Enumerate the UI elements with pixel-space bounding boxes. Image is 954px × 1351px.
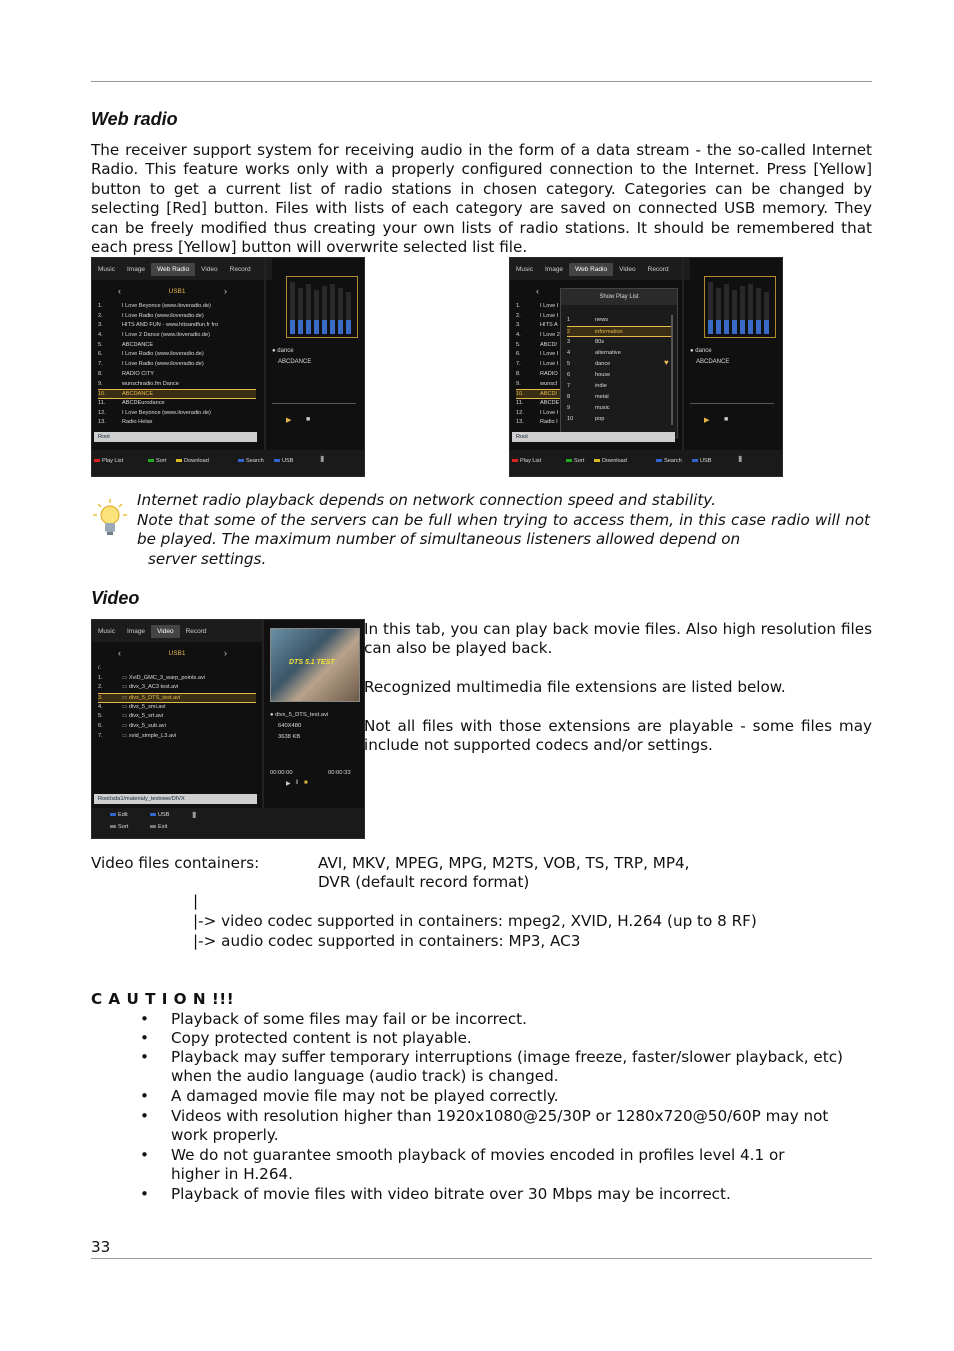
list-item-label: Radio Helax <box>122 419 153 426</box>
list-item-label: I Love I <box>540 312 559 319</box>
favorite-icon: ♥ <box>664 358 669 367</box>
list-item[interactable] <box>98 399 256 409</box>
popup-title: Show Play List <box>561 289 677 305</box>
file-icon: ▭ <box>122 674 129 681</box>
list-item-label: I Love I <box>540 361 559 368</box>
usb-key-label: USB <box>282 458 294 464</box>
category-number: 2 <box>567 329 571 335</box>
list-item[interactable] <box>98 312 256 322</box>
equalizer-bar <box>298 288 303 334</box>
list-item-number: 12. <box>98 409 106 416</box>
list-item-label: I Love 2 <box>540 332 560 339</box>
exit-key[interactable] <box>150 824 167 830</box>
file-icon: ▭ <box>122 703 129 710</box>
tab-image[interactable]: Image <box>126 265 146 273</box>
list-item[interactable] <box>98 674 256 684</box>
tab-video[interactable]: Video <box>201 265 218 273</box>
containers-line-2: DVR (default record format) <box>318 873 530 891</box>
tab-record[interactable]: Record <box>185 627 207 635</box>
menu-icon[interactable]: ▮ <box>192 810 197 819</box>
category-item[interactable] <box>567 370 671 381</box>
list-item-number: 3. <box>98 695 103 702</box>
equalizer-bar <box>338 288 343 334</box>
list-item-number: 2. <box>98 312 103 319</box>
equalizer-bar <box>346 292 351 334</box>
equalizer-bar <box>740 286 745 334</box>
list-item-label: Radio I <box>540 419 558 426</box>
file-icon: ▭ <box>122 713 129 720</box>
list-item[interactable] <box>98 732 256 742</box>
tree-pipe: | <box>193 892 199 910</box>
list-item-label: divx_5_sub.avi <box>128 723 166 730</box>
list-item-number: 7. <box>98 732 103 739</box>
path-bar: Root <box>512 432 675 442</box>
play-icon[interactable]: ▶ <box>286 417 292 424</box>
path-bar: Root/sda1/materialy_testowe/DIVX <box>94 794 257 804</box>
exit-label: Exit <box>158 824 168 830</box>
list-item[interactable] <box>98 360 256 370</box>
popup-scrollbar[interactable] <box>671 315 673 425</box>
list-item[interactable] <box>98 341 256 351</box>
video-screenshot <box>91 619 365 839</box>
category-item[interactable] <box>567 359 671 370</box>
equalizer-bar <box>708 282 713 334</box>
equalizer-bar <box>314 290 319 334</box>
list-item-label: RADIO CITY <box>122 370 155 377</box>
list-item-number: 5. <box>98 713 103 720</box>
caution-item-text: Playback of movie files with video bitrate over 30 Mbps may be incorrect. <box>171 1185 731 1203</box>
category-item[interactable] <box>567 414 671 425</box>
category-label: metal <box>595 394 609 400</box>
bullet: • <box>140 1087 149 1105</box>
download-label: Download <box>602 458 627 464</box>
tab-web-radio[interactable]: Web Radio <box>569 263 613 276</box>
list-item-label: ABCD/ <box>540 391 558 398</box>
list-item-label: ABCDE <box>540 399 560 406</box>
list-item-number: 8. <box>98 370 103 377</box>
bullet: • <box>140 1048 149 1066</box>
category-item[interactable] <box>567 337 671 348</box>
next-arrow-icon[interactable]: › <box>224 286 227 296</box>
list-item-label: I Love Beyonce (www.iloveradio.de) <box>122 303 211 309</box>
list-item[interactable] <box>98 712 256 722</box>
list-item-number: 3. <box>516 322 521 329</box>
web-radio-paragraph: The receiver support system for receiving audio in the form of a data stream - the so-called Internet Radio. This feature works only with a properly configured connection to the Internet. Press [Yellow] button to get a current list of radio stations in chosen category. Categories can be changed by selecting [Red] button. Files with lists of each category are saved on connected USB memory. They can be freely modified thus creating your own lists of radio stations. It should be remembered that each press [Yellow] button will overwrite selected list file. <box>91 141 872 257</box>
top-rule <box>91 81 872 82</box>
list-item-number: 9. <box>98 380 103 387</box>
footer-bar <box>92 450 364 476</box>
usb-key[interactable] <box>692 458 712 464</box>
station-list <box>98 302 256 428</box>
list-item[interactable] <box>98 664 256 674</box>
footer-bar <box>92 808 364 838</box>
menu-icon[interactable]: ▮ <box>320 454 325 463</box>
bullet: • <box>140 1185 149 1203</box>
tab-bar <box>92 620 262 642</box>
preview-caption: DTS 5.1 TEST <box>289 659 335 666</box>
time-start: 00:00:00 <box>270 770 293 776</box>
list-item-number: 11. <box>98 399 106 406</box>
list-item-label: HITS AND FUN - www.hitsandfun.fr fro <box>122 322 219 329</box>
containers-label: Video files containers: <box>91 854 260 872</box>
video-paragraph-1: In this tab, you can play back movie files. Also high resolution files can also be played back. <box>364 620 872 658</box>
play-icon[interactable]: ▶ <box>286 781 291 787</box>
category-item[interactable] <box>567 403 671 414</box>
footer-bar <box>510 450 782 476</box>
next-arrow-icon[interactable]: › <box>224 648 227 658</box>
video-preview <box>270 628 360 702</box>
list-item-number: 4. <box>516 332 521 339</box>
category-number: 1 <box>567 317 571 323</box>
list-item-label: I Love Radio (www.iloveradio.de) <box>122 312 204 319</box>
list-item-label: I Love I <box>540 409 559 416</box>
search-key[interactable] <box>656 458 682 464</box>
caution-item-text: We do not guarantee smooth playback of movies encoded in profiles level 4.1 or higher in H.264. <box>171 1146 785 1184</box>
category-number: 3 <box>567 339 571 345</box>
category-number: 6 <box>567 372 571 378</box>
sort-key[interactable] <box>110 824 128 830</box>
prev-arrow-icon[interactable]: ‹ <box>118 648 121 658</box>
progress-line <box>690 403 774 404</box>
prev-arrow-icon[interactable]: ‹ <box>536 286 539 296</box>
tab-music[interactable]: Music <box>98 265 115 273</box>
tab-bar <box>510 258 690 280</box>
info-panel <box>264 258 364 476</box>
list-item[interactable] <box>98 331 256 341</box>
list-item-number: 9. <box>516 380 521 387</box>
stop-icon[interactable]: ■ <box>724 416 729 423</box>
list-item[interactable] <box>98 703 256 713</box>
list-item[interactable] <box>98 693 256 703</box>
category-item[interactable] <box>567 348 671 359</box>
bullet: • <box>140 1107 149 1125</box>
video-codec-line: |-> video codec supported in containers: mpeg2, XVID, H.264 (up to 8 RF) <box>193 912 757 930</box>
list-item[interactable] <box>98 302 256 312</box>
list-item-number: 1. <box>98 303 103 309</box>
search-key[interactable] <box>238 458 264 464</box>
list-item[interactable] <box>98 418 256 428</box>
category-label: dance <box>595 361 611 367</box>
download-label: Download <box>184 458 209 464</box>
play-list-label: Play List <box>520 458 542 464</box>
tab-web-radio[interactable]: Web Radio <box>151 263 195 276</box>
equalizer-bar <box>330 284 335 334</box>
list-item[interactable] <box>98 409 256 419</box>
download-key[interactable] <box>594 458 627 464</box>
info-size: 3638 KB <box>278 734 301 740</box>
list-item-label: I Love I <box>540 351 559 358</box>
category-label: alternative <box>595 350 621 356</box>
info-name: ABCDANCE <box>278 359 312 365</box>
info-category-text: dance <box>277 348 294 354</box>
equalizer-bar <box>732 290 737 334</box>
list-item-number: 3. <box>98 322 103 329</box>
list-item-label: I Love I <box>540 303 559 309</box>
tab-image[interactable]: Image <box>126 627 146 635</box>
progress-line <box>272 403 356 404</box>
list-item-number: 6. <box>98 723 103 730</box>
list-item-label: divx_5_smi.avi <box>128 703 166 710</box>
stop-icon[interactable]: ■ <box>306 416 311 423</box>
list-item-number: /. <box>98 665 102 671</box>
caution-item-text: Videos with resolution higher than 1920x1080@25/30P or 1280x720@50/60P may not work properly. <box>171 1107 829 1145</box>
category-label: news <box>595 317 609 323</box>
category-item[interactable] <box>567 392 671 403</box>
list-item[interactable] <box>98 389 256 399</box>
list-item-number: 10. <box>98 391 106 398</box>
list-item-number: 10. <box>516 391 524 398</box>
file-icon: ▭ <box>122 684 129 691</box>
video-heading: Video <box>91 588 140 608</box>
list-item[interactable] <box>98 380 256 390</box>
info-resolution: 640X480 <box>278 723 302 729</box>
web-radio-heading: Web radio <box>91 109 178 129</box>
list-item-label: HITS A <box>540 322 558 329</box>
tip-line-1: Internet radio playback depends on network connection speed and stability. <box>137 491 716 509</box>
equalizer-bar <box>306 284 311 334</box>
category-label: 80s <box>595 339 605 345</box>
equalizer-bar <box>290 282 295 334</box>
category-number: 9 <box>567 405 571 411</box>
play-list-key[interactable] <box>94 458 123 464</box>
list-item-label: divx_3_AC3 test.avi <box>128 684 179 691</box>
list-item-number: 1. <box>516 303 521 309</box>
category-item[interactable] <box>567 381 671 392</box>
edit-key[interactable] <box>110 812 128 818</box>
list-item-label: RADIO <box>540 370 558 377</box>
bullet: • <box>140 1010 149 1028</box>
category-number: 10 <box>567 416 574 422</box>
stop-icon[interactable]: ■ <box>304 780 308 786</box>
video-paragraph-3: Not all files with those extensions are playable - some files may include not supported codecs and/or settings. <box>364 717 872 755</box>
sort-key[interactable] <box>148 458 166 464</box>
play-list-label: Play List <box>102 458 124 464</box>
list-item[interactable] <box>98 370 256 380</box>
time-end: 00:00:33 <box>328 770 351 776</box>
list-item-number: 5. <box>516 341 521 348</box>
list-item-number: 12. <box>516 409 524 416</box>
lightbulb-icon <box>92 498 128 538</box>
bullet: • <box>140 1146 149 1164</box>
list-item-label: ABCD/ <box>540 341 558 348</box>
category-number: 5 <box>567 361 571 367</box>
list-item[interactable] <box>98 722 256 732</box>
file-list <box>98 664 256 742</box>
audio-codec-line: |-> audio codec supported in containers: MP3, AC3 <box>193 932 581 950</box>
list-item-number: 4. <box>98 703 103 710</box>
list-item-label: I Love Radio (www.iloveradio.de) <box>122 351 204 358</box>
list-item-label: I Love Beyonce (www.iloveradio.de) <box>122 409 211 416</box>
sort-label: Sort <box>156 458 167 464</box>
info-file-text: divx_5_DTS_test.avi <box>275 712 329 718</box>
file-icon: ▭ <box>122 695 129 702</box>
usb-key-label: USB <box>700 458 712 464</box>
list-item-label: divx_5_srt.avi <box>128 713 164 720</box>
path-bar: Root <box>94 432 257 442</box>
search-label: Search <box>664 458 682 464</box>
list-item-label: ABCDANCE <box>122 341 154 348</box>
category-label: music <box>595 405 610 411</box>
caution-item-text: Playback may suffer temporary interruptions (image freeze, faster/slower playback, etc) when the audio language (audio track) is changed. <box>171 1048 843 1086</box>
play-icon[interactable]: ▶ <box>704 417 710 424</box>
category-item[interactable] <box>567 315 671 326</box>
info-panel <box>682 258 782 476</box>
category-number: 4 <box>567 350 571 356</box>
page-number: 33 <box>91 1238 111 1256</box>
sort-key[interactable] <box>566 458 584 464</box>
list-item-label: wunscl <box>540 380 558 387</box>
equalizer-bar <box>764 292 769 334</box>
list-item-number: 2. <box>98 684 103 691</box>
list-item[interactable] <box>98 321 256 331</box>
tab-music[interactable]: Music <box>98 627 115 635</box>
list-item-label: xvid_simple_L3.avi <box>128 732 177 739</box>
caution-heading: C A U T I O N !!! <box>91 990 235 1008</box>
list-item-number: 11. <box>516 399 524 406</box>
file-icon: ▭ <box>122 732 129 739</box>
tab-bar <box>92 258 272 280</box>
bottom-rule <box>91 1258 872 1259</box>
info-category: ● dance <box>272 348 294 354</box>
usb-label: USB1 <box>168 650 186 657</box>
menu-icon[interactable]: ▮ <box>738 454 743 463</box>
tab-image[interactable]: Image <box>544 265 564 273</box>
pause-icon[interactable]: ‖ <box>296 780 299 786</box>
caution-item-text: Copy protected content is not playable. <box>171 1029 472 1047</box>
caution-item-text: A damaged movie file may not be played correctly. <box>171 1087 559 1105</box>
video-paragraph-2: Recognized multimedia file extensions are listed below. <box>364 678 786 696</box>
bullet: • <box>140 1029 149 1047</box>
equalizer-bar <box>748 284 753 334</box>
list-item-number: 6. <box>98 351 103 358</box>
web-radio-screenshot-playlist <box>509 257 783 477</box>
list-item-number: 4. <box>98 332 103 339</box>
list-item-number: 13. <box>98 419 106 426</box>
prev-arrow-icon[interactable]: ‹ <box>118 286 121 296</box>
edit-label: Edit <box>118 812 128 818</box>
list-item-number: 2. <box>516 312 521 319</box>
list-item-label: ABCDEurodance <box>122 399 165 406</box>
tip-line-2: Note that some of the servers can be full when trying to access them, in this case radio will not be played. The maximum number of simultaneous listeners allowed depend on <box>137 511 870 549</box>
info-category: ● dance <box>690 348 712 354</box>
tab-record[interactable]: Record <box>229 265 251 273</box>
tab-music[interactable]: Music <box>516 265 533 273</box>
category-number: 7 <box>567 383 571 389</box>
tab-video[interactable]: Video <box>619 265 636 273</box>
tab-video[interactable]: Video <box>151 625 180 638</box>
equalizer-bar <box>756 288 761 334</box>
list-item-number: 5. <box>98 341 103 348</box>
containers-line-1: AVI, MKV, MPEG, MPG, M2TS, VOB, TS, TRP, MP4, <box>318 854 690 872</box>
download-key[interactable] <box>176 458 209 464</box>
list-item-label: I Love Radio (www.iloveradio.de) <box>122 361 204 368</box>
usb-key[interactable] <box>150 812 170 818</box>
list-item-label: ABCDANCE <box>122 391 154 398</box>
list-item-number: 7. <box>516 361 521 368</box>
info-file: ● divx_5_DTS_test.avi <box>270 712 329 718</box>
show-play-list-popup <box>560 288 678 438</box>
list-item-number: 7. <box>98 361 103 368</box>
category-label: house <box>595 372 611 378</box>
list-item-number: 13. <box>516 419 524 426</box>
info-category-text: dance <box>695 348 712 354</box>
list-item-number: 1. <box>98 674 103 681</box>
caution-item-text: Playback of some files may fail or be incorrect. <box>171 1010 527 1028</box>
category-item[interactable] <box>567 326 671 337</box>
sort-label: Sort <box>118 824 129 830</box>
search-label: Search <box>246 458 264 464</box>
list-item[interactable] <box>98 350 256 360</box>
category-label: indie <box>595 383 607 389</box>
info-name: ABCDANCE <box>696 359 730 365</box>
list-item-label: XviD_GMC_3_warp_points.avi <box>128 674 206 681</box>
equalizer-bar <box>716 288 721 334</box>
category-label: information <box>595 329 623 335</box>
info-panel <box>262 620 364 838</box>
list-item-label: wunschradio.fm Dance <box>122 380 179 387</box>
list-item-label: divx_5_DTS_test.avi <box>128 695 181 702</box>
equalizer-bar <box>322 286 327 334</box>
equalizer-bar <box>724 284 729 334</box>
list-item-number: 6. <box>516 351 521 358</box>
category-list <box>567 315 671 425</box>
play-list-key[interactable] <box>512 458 541 464</box>
usb-key[interactable] <box>274 458 294 464</box>
list-item-label: I Love 2 Dance (www.iloveradio.de) <box>122 332 210 339</box>
tab-record[interactable]: Record <box>647 265 669 273</box>
file-icon: ▭ <box>122 723 129 730</box>
list-item[interactable] <box>98 683 256 693</box>
web-radio-screenshot-list <box>91 257 365 477</box>
category-number: 8 <box>567 394 571 400</box>
category-label: pop <box>595 416 605 422</box>
usb-key-label: USB <box>158 812 170 818</box>
list-item-number: 8. <box>516 370 521 377</box>
tip-line-3: server settings. <box>148 550 267 568</box>
sort-label: Sort <box>574 458 585 464</box>
usb-label: USB1 <box>168 288 186 295</box>
